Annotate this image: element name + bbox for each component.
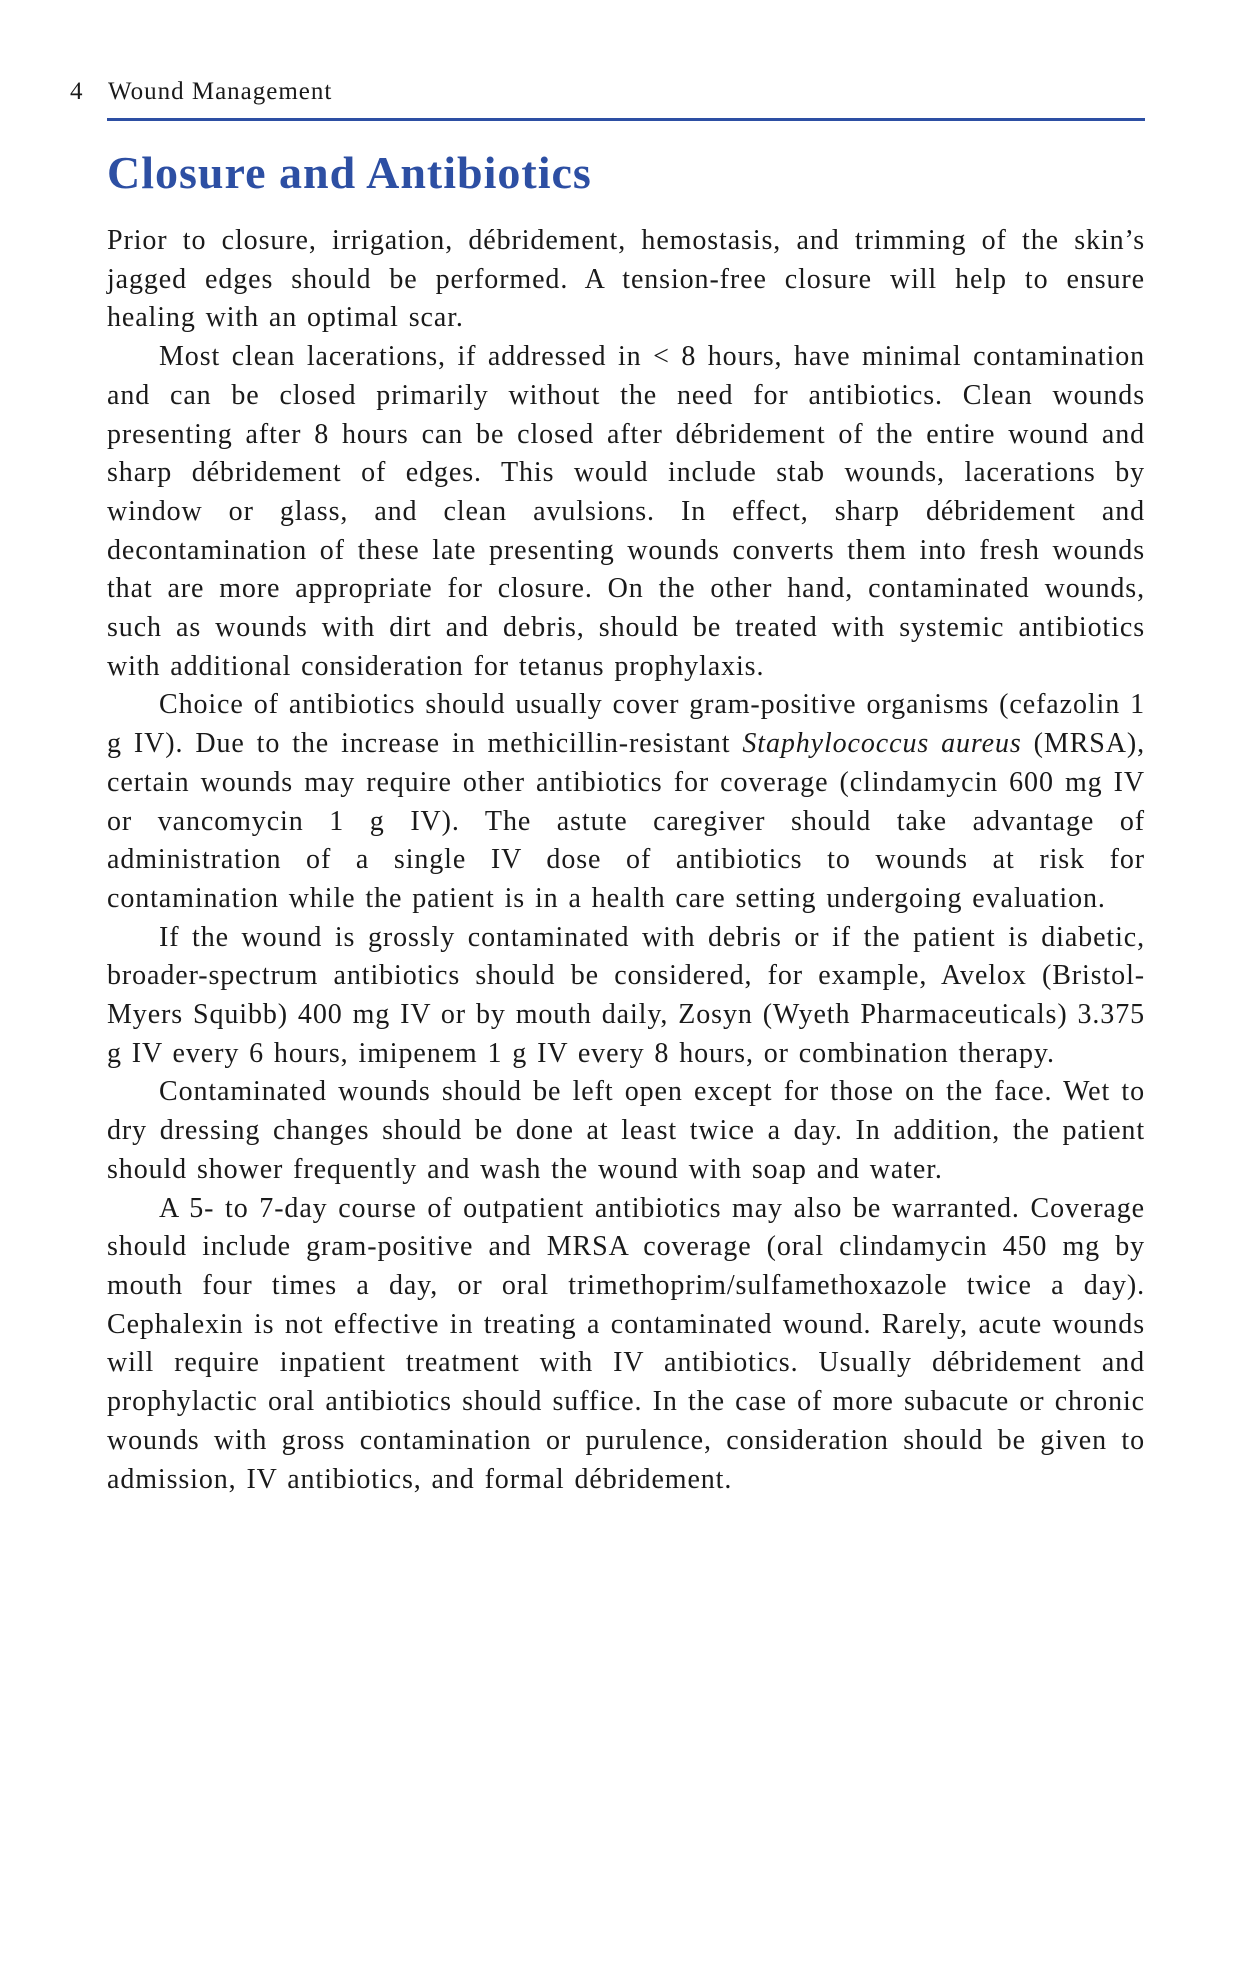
- paragraph-2: Most clean lacerations, if addressed in < 8 hours, have minimal contamination and can be closed primarily without the need for antibiotics. Clean wounds presenting after 8 hours can be closed after débridement of the entire wound and sharp débridement of edges. This would include stab wounds, lacerations by window or glass, and clean avulsions. In effect, sharp débridement and decontamination of these late presenting wounds converts them into fresh wounds that are more appropriate for closure. On the other hand, contaminated wounds, such as wounds with dirt and debris, should be treated with systemic antibiotics with additional consideration for tetanus prophylaxis.: [107, 341, 1145, 682]
- running-title: Wound Management: [108, 78, 333, 105]
- page-number: 4: [70, 78, 84, 105]
- paragraph-6: A 5- to 7-day course of outpatient antibiotics may also be warranted. Coverage should include gram-positive and MRSA coverage (oral clindamycin 450 mg by mouth four times a day, or oral trimethoprim/sulfamethoxazole twice a day). Cephalexin is not effective in treating a contaminated wound. Rarely, acute wounds will require inpatient treatment with IV antibiotics. Usually débridement and prophylactic oral antibiotics should suffice. In the case of more subacute or chronic wounds with gross contamination or purulence, consideration should be given to admission, IV antibiotics, and formal débridement.: [107, 1192, 1145, 1495]
- paragraph-3-text-after: (MRSA), certain wounds may require other antibiotics for coverage (clindamycin 600 mg IV or vancomycin 1 g IV). The astute caregiver should take advantage of administration of a single IV dose of antibiotics to wounds at risk for contamination while the patient is in a health care setting undergoing evaluation.: [107, 728, 1145, 914]
- paragraph-3-text-before: Choice of antibiotics should usually cover gram-positive organisms (cefazolin 1 g IV). Due to the increase in methicillin-resistant: [107, 689, 1145, 760]
- paragraph-4: If the wound is grossly contaminated with debris or if the patient is diabetic, broader-spectrum antibiotics should be considered, for example, Avelox (Bristol-Myers Squibb) 400 mg IV or by mouth daily, Zosyn (Wyeth Pharmaceuticals) 3.375 g IV every 6 hours, imipenem 1 g IV every 8 hours, or combination therapy.: [107, 921, 1145, 1069]
- section-title: Closure and Antibiotics: [107, 147, 592, 198]
- running-head: [70, 78, 1140, 106]
- paragraph-3-organism-name: Staphylococcus aureus: [742, 728, 1022, 760]
- body-text: [107, 222, 1145, 1499]
- paragraph-5: Contaminated wounds should be left open except for those on the face. Wet to dry dressing changes should be done at least twice a day. In addition, the patient should shower frequently and wash the wound with soap and water.: [107, 1076, 1145, 1185]
- paragraph-1: Prior to closure, irrigation, débridement, hemostasis, and trimming of the skin’s jagged edges should be performed. A tension-free closure will help to ensure healing with an optimal scar.: [107, 225, 1145, 334]
- paragraph-3: [107, 686, 1145, 918]
- header-rule: [107, 118, 1145, 121]
